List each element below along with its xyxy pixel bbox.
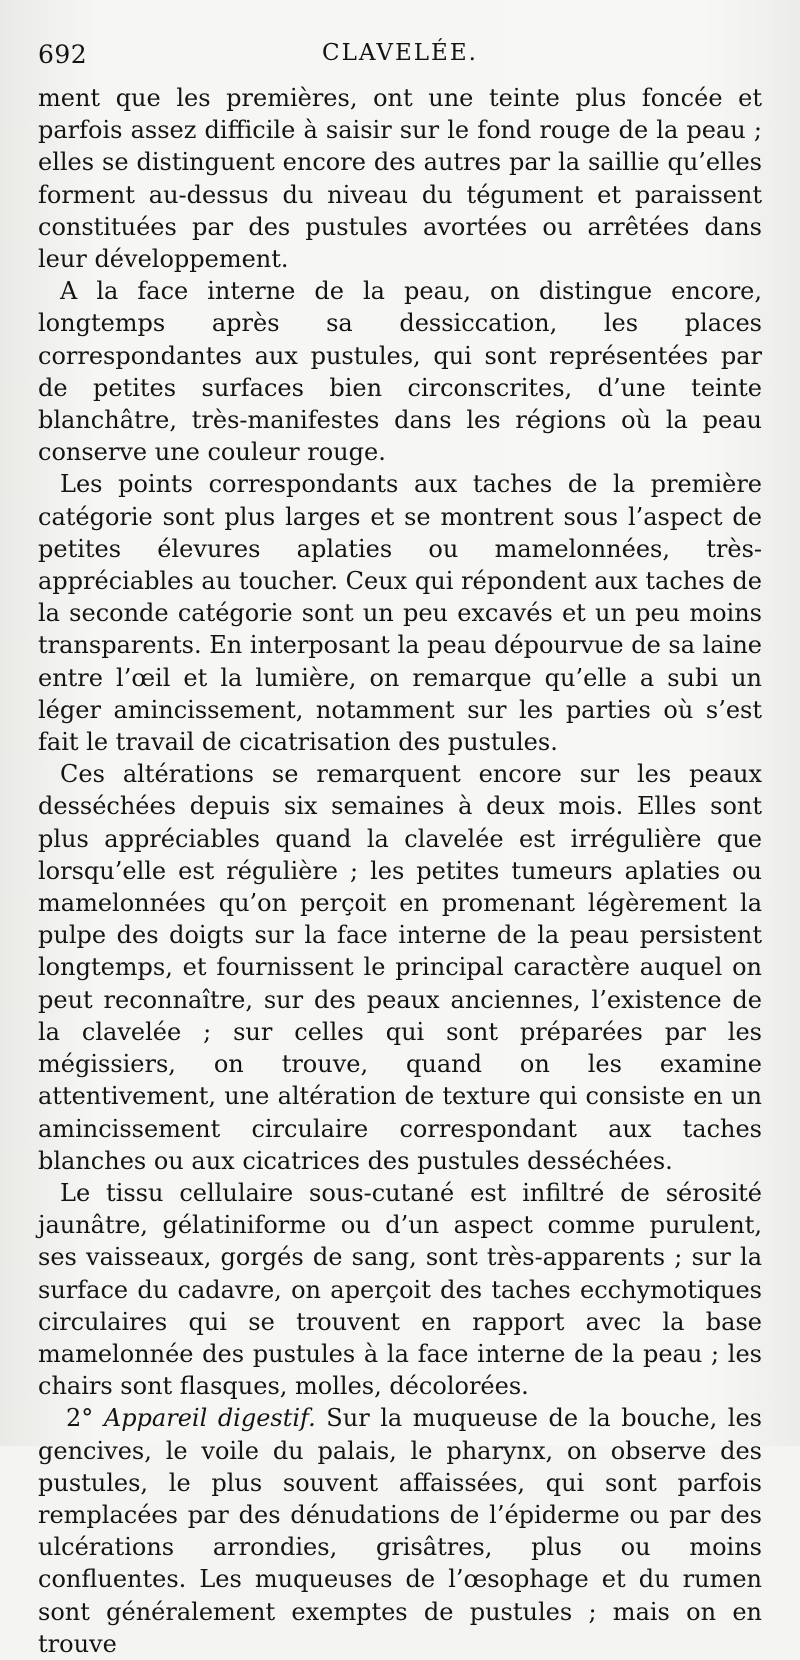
paragraph-alterations: Ces altérations se remarquent encore sur les peaux desséchées depuis six semaines à deux mois. Elles sont plus appréciables quand la clavelée est irrégulière que lorsqu’elle est régulière ; les petites tumeurs aplaties ou mamelonnées qu’on perçoit en promenant légèrement la pulpe des doigts sur la face interne de la peau persistent longtemps, et fournissent le principal caractère auquel on peut reconnaître, sur des peaux anciennes, l’existence de la clavelée ; sur celles qui sont préparées par les mégissiers, on trouve, quand on les examine attentivement, une altération de texture qui consiste en un amincissement circulaire correspondant aux taches blanches ou aux cicatrices des pustules desséchées. [38,760,762,1175]
paragraph-inner-skin: A la face interne de la peau, on distingue encore, longtemps après sa dessiccation, les places correspondantes aux pustules, qui sont représentées par de petites surfaces bien circonscrites, d’une teinte blanchâtre, très-manifestes dans les régions où la peau conserve une couleur rouge. [38,277,762,467]
running-title: CLAVELÉE. [322,40,478,66]
body-text [38,82,762,1660]
paragraph-continuation: ment que les premières, ont une teinte plus foncée et parfois assez difficile à saisir sur le fond rouge de la peau ; elles se distinguent encore des autres par la saillie qu’elles forment au-dessus du niveau du tégument et paraissent constituées par des pustules avortées ou arrêtées dans leur développement. [38,84,762,274]
paragraph-corresponding-points: Les points correspondants aux taches de la première catégorie sont plus larges et se montrent sous l’aspect de petites élevures aplaties ou mamelonnées, très-appréciables au toucher. Ceux qui répondent aux taches de la seconde catégorie sont un peu excavés et un peu moins transparents. En interposant la peau dépourvue de sa laine entre l’œil et la lumière, on remarque qu’elle a subi un léger amincissement, notamment sur les parties où s’est fait le travail de cicatrisation des pustules. [38,470,762,757]
page-number: 692 [38,40,88,69]
page-header [38,40,762,82]
section-text: Sur la muqueuse de la bouche, les gencives, le voile du palais, le pharynx, on observe des pustules, le plus souvent affaissées, qui sont parfois remplacées par des dénudations de l’épiderme ou par des ulcérations arrondies, grisâtres, plus ou moins confluentes. Les muqueuses de l’œsophage et du rumen sont généralement exemptes de pustules ; mais on en trouve [38,1404,763,1658]
paragraph-digestive-apparatus [38,1402,762,1660]
section-number: 2° [66,1404,94,1433]
section-heading: Appareil digestif. [103,1404,316,1433]
paragraph-cellular-tissue: Le tissu cellulaire sous-cutané est infiltré de sérosité jaunâtre, gélatiniforme ou d’un aspect comme purulent, ses vaisseaux, gorgés de sang, sont très-apparents ; sur la surface du cadavre, on aperçoit des taches ecchymotiques circulaires qui se trouvent en rapport avec la base mamelonnée des pustules à la face interne de la peau ; les chairs sont flasques, molles, décolorées. [38,1178,762,1401]
